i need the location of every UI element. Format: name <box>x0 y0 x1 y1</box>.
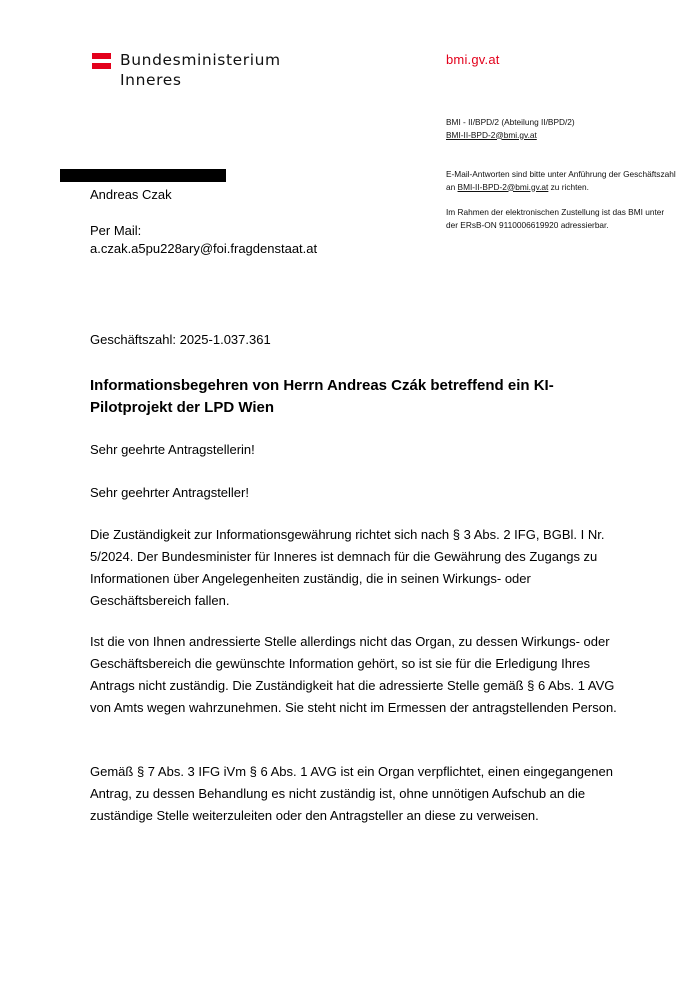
mail-label: Per Mail: <box>90 223 142 238</box>
logo-line-1: Bundesministerium <box>120 51 281 69</box>
reply-note <box>446 168 676 244</box>
department-email-link[interactable]: BMI-II-BPD-2@bmi.gv.at <box>446 129 537 140</box>
reply-instruction <box>446 168 676 193</box>
salutation-2: Sehr geehrter Antragsteller! <box>90 485 249 500</box>
letter-subject: Informationsbegehren von Herrn Andreas Czák betreffend ein KI-Pilotprojekt der LPD Wien <box>90 377 554 416</box>
reply-prefix: E-Mail-Antworten sind bitte unter Anführung der Geschäftszahl an <box>446 169 676 192</box>
reference-number: Geschäftszahl: 2025-1.037.361 <box>90 332 271 347</box>
office-info <box>446 116 575 141</box>
redaction-bar <box>60 169 226 182</box>
ministry-logo-text <box>120 50 281 90</box>
austrian-flag-logo-icon <box>92 53 111 70</box>
reply-email-link[interactable]: BMI-II-BPD-2@bmi.gv.at <box>457 181 549 192</box>
paragraph-1: Die Zuständigkeit zur Informationsgewährung richtet sich nach § 3 Abs. 2 IFG, BGBl. I Nr. 5/2024. Der Bundesminister für Inneres ist demnach für die Gewährung des Zugangs zu Informationen über Angelegenheiten zuständig, die in seinen Wirkungs- oder Geschäftsbereich fallen. <box>90 527 605 608</box>
salutation-1: Sehr geehrte Antragstellerin! <box>90 442 255 457</box>
paragraph-2: Ist die von Ihnen andressierte Stelle allerdings nicht das Organ, zu dessen Wirkungs- oder Geschäftsbereich die gewünschte Information gehört, so ist sie für die Erledigung Ihres Antrags nicht zuständig. Die Zuständigkeit hat die adressierte Stelle gemäß § 6 Abs. 1 AVG von Amts wegen wahrzunehmen. Sie steht nicht im Ermessen der antragstellenden Person. <box>90 634 617 715</box>
logo-line-2: Inneres <box>120 71 182 89</box>
ministry-domain-link[interactable]: bmi.gv.at <box>446 52 500 67</box>
recipient-email: a.czak.a5pu228ary@foi.fragdenstaat.at <box>90 241 318 256</box>
department-line: BMI - II/BPD/2 (Abteilung II/BPD/2) <box>446 117 575 127</box>
recipient-name: Andreas Czak <box>90 187 172 202</box>
electronic-delivery-note: Im Rahmen der elektronischen Zustellung ist das BMI unter der ERsB-ON 9110006619920 adressierbar. <box>446 207 665 230</box>
paragraph-3: Gemäß § 7 Abs. 3 IFG iVm § 6 Abs. 1 AVG ist ein Organ verpflichtet, einen eingegangenen Antrag, zu dessen Behandlung es nicht zuständig ist, ohne unnötigen Aufschub an die zuständige Stelle weiterzuleiten oder den Antragsteller an diese zu verweisen. <box>90 764 613 823</box>
reply-suffix: zu richten. <box>548 181 589 192</box>
